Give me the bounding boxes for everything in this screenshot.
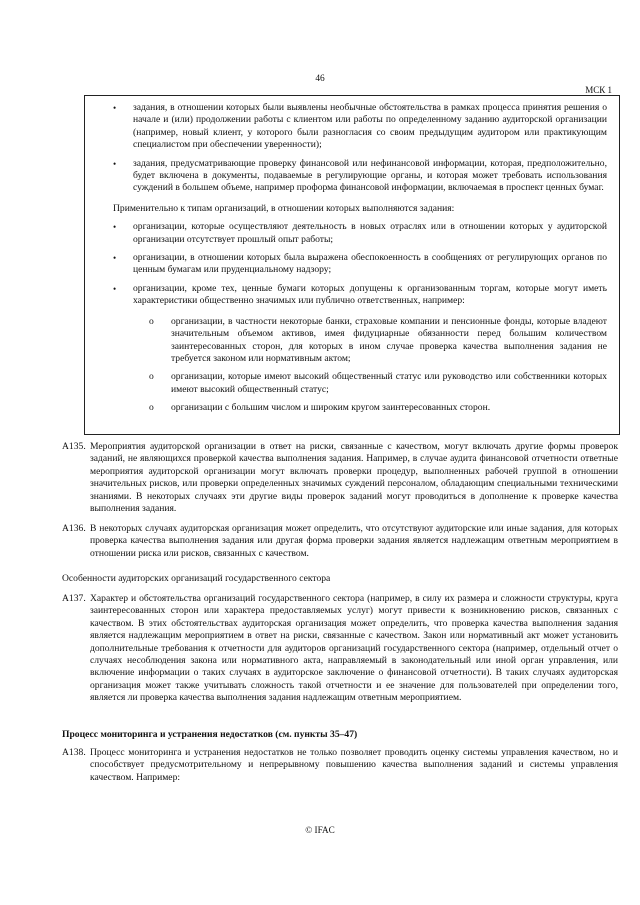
list-item-text: задания, в отношении которых были выявлены необычные обстоятельства в рамках процесса принятия решения о начале и (или) продолжении работы с клиентом или работы по определенному заданию аудиторской организации (например, новый клиент, у которого были разногласия со своим предыдущим аудитором или практикующим специалистом при обеспечении уверенности); xyxy=(133,102,607,151)
list-item-text: организации, кроме тех, ценные бумаги которых допущены к организованным торгам, которые могут иметь характеристики общественно значимых или публично ответственных, например: xyxy=(133,282,607,307)
list-item-text: организации, которые осуществляют деятельность в новых отраслях или в отношении которых у аудиторской организации отсутствует прошлый опыт работы; xyxy=(133,221,607,245)
document-code: МСК 1 xyxy=(585,85,612,95)
paragraph-number: A135. xyxy=(62,441,86,452)
list-item-text: задания, предусматривающие проверку финансовой или нефинансовой информации, которая, предположительно, будет включена в документы, подаваемые в регулирующие органы, и которая может требовать использования суждений в большем объеме, например проформа финансовой информации, включаемая в проспект ценных бумаг. xyxy=(133,157,607,194)
list-item xyxy=(113,283,607,415)
bullet-icon: • xyxy=(113,158,117,169)
paragraph-a136 xyxy=(62,523,618,560)
sub-list-item-text: организации, в частности некоторые банки, страховые компании и пенсионные фонды, которые владеют значительным объемом активов, имея фидуциарные обязанности перед большим количеством заинтересованных сторон, для которых в ином случае проверка качества выполнения задания не требуется законом или нормативным актом; xyxy=(171,315,607,364)
bullet-icon: • xyxy=(113,283,117,294)
list-item-text: организации, в отношении которых была выражена обеспокоенность в сообщениях от регулирующих органов по ценным бумагам или пруденциальному надзору; xyxy=(133,252,607,276)
bullet-icon: • xyxy=(113,222,117,233)
list-item xyxy=(113,221,607,246)
sub-list-item xyxy=(149,316,607,366)
circle-bullet-icon: o xyxy=(149,315,154,327)
bullet-icon: • xyxy=(113,253,117,264)
paragraph-text: Процесс мониторинга и устранения недостатков не только позволяет проводить оценку системы управления качеством, но и способствует предусмотрительному и непрерывному повышению качества выполнения заданий и системы управления качеством. Например: xyxy=(90,747,618,783)
paragraph-number: A138. xyxy=(62,747,86,758)
sub-list-item-text: организации, которые имеют высокий общественный статус или руководство или собственники которых имеют высокий общественный статус; xyxy=(171,371,607,395)
copyright-footer: © IFAC xyxy=(305,825,335,835)
list-item xyxy=(113,158,607,195)
paragraph-a135 xyxy=(62,441,618,515)
sub-list-item xyxy=(149,402,607,414)
paragraph-text: Мероприятия аудиторской организации в ответ на риски, связанные с качеством, могут включать другие формы проверок заданий, не являющихся проверкой качества выполнения задания. Например, в случае аудита финансовой отчетности ответные мероприятия аудиторской организации могут включать проверки процедур, выполненных рабочей группой в отношении значительных рисков, или проверки определенных значимых суждений персоналом, обладающим специальными техническими знаниями. В некоторых случаях эти другие виды проверок заданий могут проводиться в дополнение к проверке качества выполнения задания. xyxy=(90,441,618,515)
boxed-content xyxy=(113,102,607,421)
paragraph-number: A137. xyxy=(62,593,86,604)
circle-bullet-icon: o xyxy=(149,371,154,383)
sub-list-item xyxy=(149,371,607,396)
bullet-icon: • xyxy=(113,103,117,113)
circle-bullet-icon: o xyxy=(149,402,154,414)
list-item xyxy=(113,252,607,277)
paragraph-a138 xyxy=(62,747,618,784)
page-number: 46 xyxy=(315,74,325,84)
paragraph-text: Характер и обстоятельства организаций государственного сектора (например, в силу их размера и сложности структуры, круга заинтересованных сторон или характера предоставляемых услуг) могут привести к возникновению рисков, связанных с качеством. В этих обстоятельствах аудиторская организация может определить, что проверка качества выполнения задания является надлежащим мероприятием в ответ на риски, связанные с качеством. Закон или нормативный акт может установить дополнительные требования к отчетности для аудиторов организаций государственного сектора (например, отдельный отчет о случаях несоблюдения закона или нормативного акта, направляемый в законодательный или иной орган управления, или включение информации о таких случаях в аудиторское заключение о финансовой отчетности). В таких случаях аудиторская организация может также учитывать сложность такой отчетности и ее значение для пользователей при определении того, является ли проверка качества выполнения задания надлежащим ответным мероприятием. xyxy=(90,593,618,704)
section-heading-monitoring: Процесс мониторинга и устранения недостатков (см. пункты 35–47) xyxy=(62,729,358,740)
sub-list xyxy=(149,316,607,415)
paragraph-a137 xyxy=(62,593,618,705)
paragraph-text: В некоторых случаях аудиторская организация может определить, что отсутствуют аудиторские или иные задания, для которых проверка качества выполнения задания или другая форма проверки задания является надлежащим ответным мероприятием в отношении риска или рисков, связанных с качеством. xyxy=(90,523,618,559)
list-intro: Применительно к типам организаций, в отношении которых выполняются задания: xyxy=(113,202,455,214)
section-heading-public-sector: Особенности аудиторских организаций государственного сектора xyxy=(62,573,331,584)
sub-list-item-text: организации с большим числом и широким кругом заинтересованных сторон. xyxy=(171,402,491,414)
list-item xyxy=(113,102,607,152)
boxed-examples xyxy=(84,95,620,435)
paragraph-number: A136. xyxy=(62,523,86,534)
